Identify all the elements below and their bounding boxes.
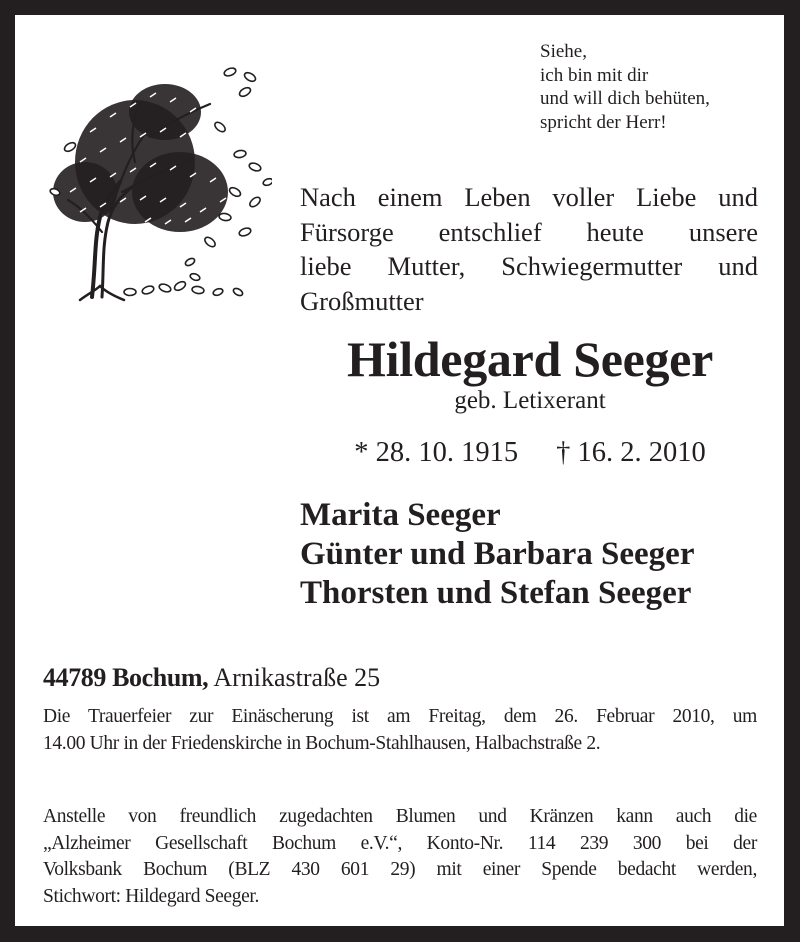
address-street: Arnikastraße 25 bbox=[213, 663, 381, 692]
death-date: † 16. 2. 2010 bbox=[556, 437, 706, 468]
donation-info bbox=[43, 804, 757, 910]
birth-date: * 28. 10. 1915 bbox=[354, 437, 519, 468]
tree-with-blowing-leaves-icon bbox=[40, 42, 272, 304]
verse-line: Siehe, bbox=[540, 41, 587, 62]
funeral-line: Die Trauerfeier zur Einäscherung ist am Freitag, dem 26. Februar 2010, um bbox=[43, 706, 757, 727]
funeral-info bbox=[43, 704, 757, 757]
intro-line: liebe Mutter, Schwiegermutter und bbox=[300, 251, 758, 281]
verse-line: ich bin mit dir bbox=[540, 64, 649, 86]
intro-line: Großmutter bbox=[300, 285, 424, 316]
bible-verse bbox=[540, 40, 710, 134]
intro-line: Fürsorge entschlief heute unsere bbox=[300, 216, 758, 247]
family-line: Thorsten und Stefan Seeger bbox=[300, 575, 692, 611]
funeral-line: 14.00 Uhr in der Friedenskirche in Bochum-Stahlhausen, Halbachstraße 2. bbox=[43, 732, 601, 754]
donation-line: Anstelle von freundlich zugedachten Blumen und Kränzen kann auch die bbox=[43, 806, 757, 827]
verse-line: spricht der Herr! bbox=[540, 111, 667, 133]
family-signatures bbox=[300, 496, 694, 613]
verse-line: und will dich behüten, bbox=[540, 88, 710, 109]
address-city: 44789 Bochum, bbox=[43, 663, 209, 692]
family-line: Günter und Barbara Seeger bbox=[300, 536, 695, 572]
maiden-name: geb. Letixerant bbox=[454, 387, 606, 414]
family-line: Marita Seeger bbox=[300, 497, 501, 533]
deceased-name: Hildegard Seeger bbox=[347, 331, 713, 387]
life-dates bbox=[290, 436, 770, 470]
donation-line: „Alzheimer Gesellschaft Bochum e.V.“, Konto-Nr. 114 239 300 bei der bbox=[43, 832, 757, 854]
address bbox=[43, 662, 380, 694]
donation-line: Volksbank Bochum (BLZ 430 601 29) mit einer Spende bedacht werden, bbox=[43, 859, 757, 880]
intro-text bbox=[300, 180, 758, 318]
donation-line: Stichwort: Hildegard Seeger. bbox=[43, 885, 260, 907]
intro-line: Nach einem Leben voller Liebe und bbox=[300, 182, 758, 212]
